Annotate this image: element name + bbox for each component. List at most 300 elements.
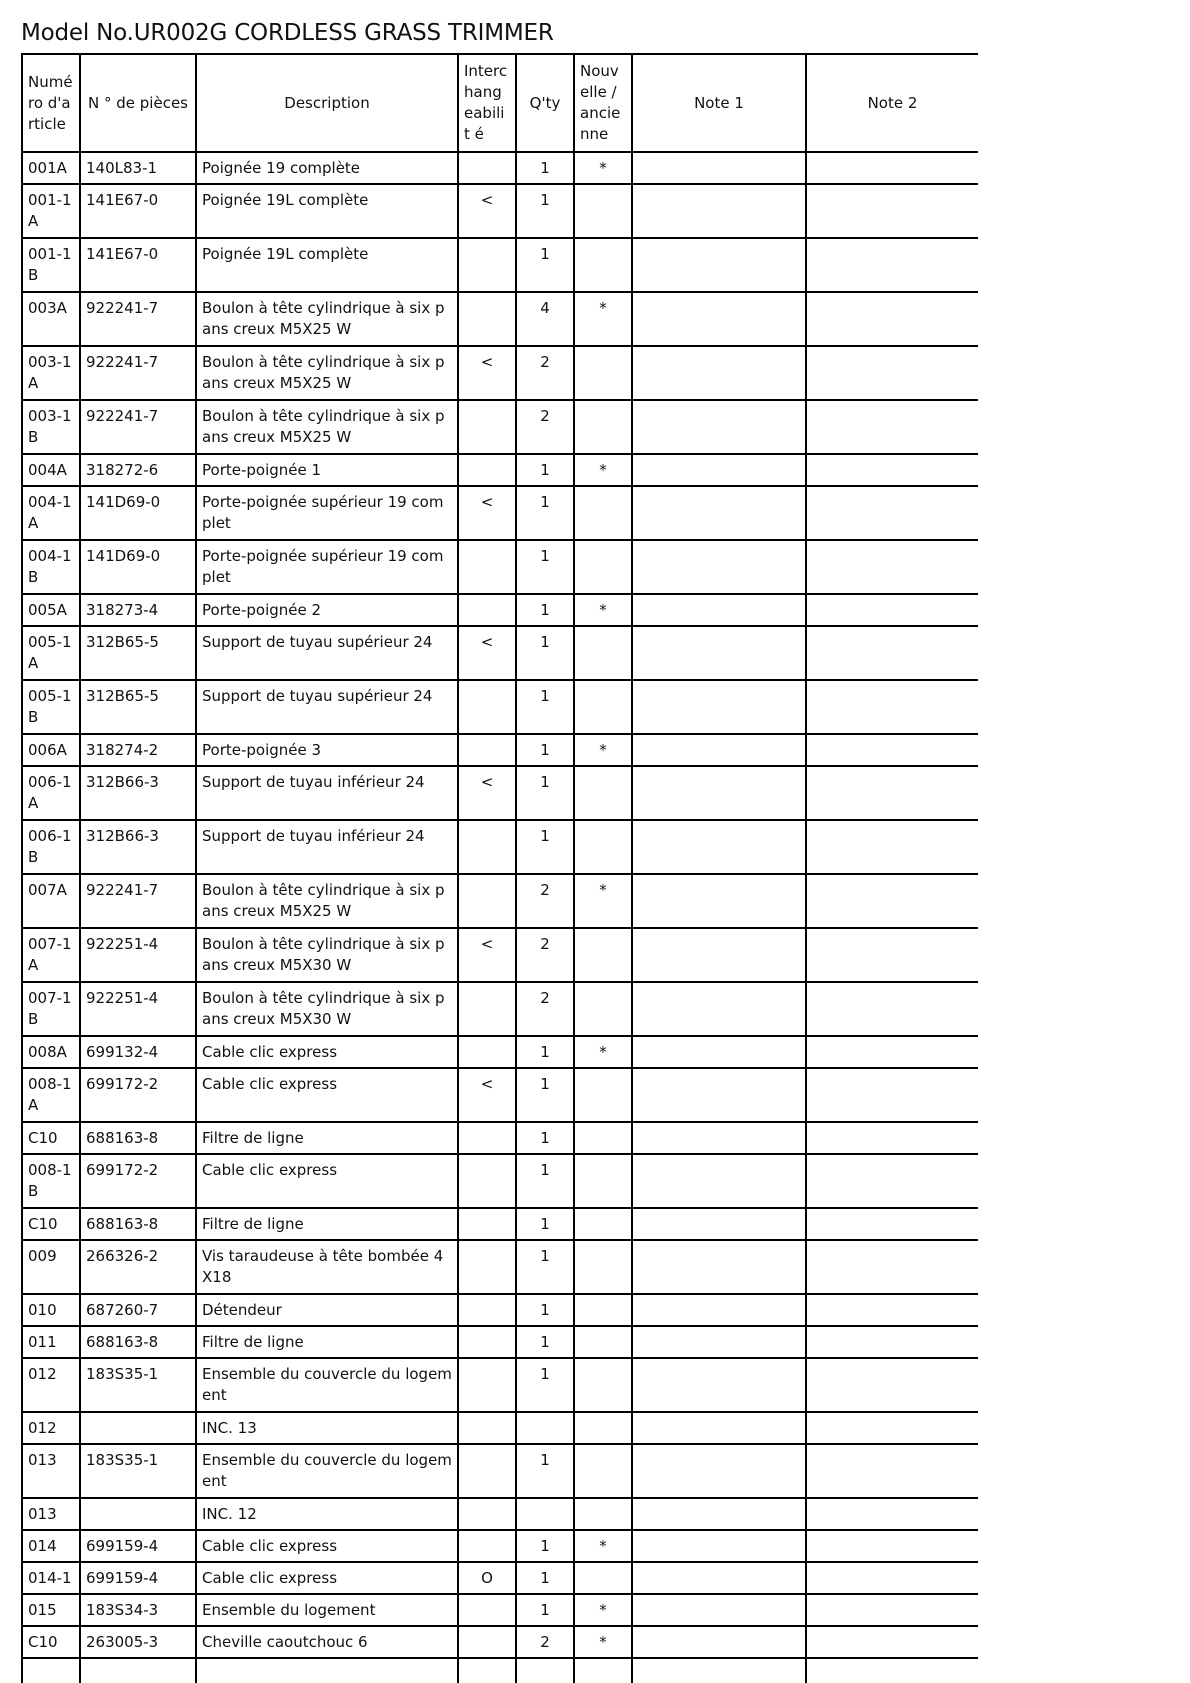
table-row bbox=[22, 238, 978, 292]
cell-note-1 bbox=[632, 594, 806, 626]
cell-interchangeability bbox=[458, 1122, 516, 1154]
cell-quantity: 1 bbox=[516, 152, 574, 184]
cell-note-1 bbox=[632, 1068, 806, 1122]
cell-note-1 bbox=[632, 292, 806, 346]
cell-note-1 bbox=[632, 680, 806, 734]
cell-interchangeability bbox=[458, 1626, 516, 1658]
cell-description: Filtre de ligne bbox=[196, 1326, 458, 1358]
cell-item-number: 004A bbox=[22, 454, 80, 486]
cell-note-2 bbox=[806, 1658, 978, 1683]
cell-interchangeability: < bbox=[458, 626, 516, 680]
cell-description: Boulon à tête cylindrique à six pans creux M5X25 W bbox=[196, 874, 458, 928]
cell-part-number: 266326-2 bbox=[80, 1240, 196, 1294]
cell-note-2 bbox=[806, 1068, 978, 1122]
table-row bbox=[22, 928, 978, 982]
cell-item-number bbox=[22, 1658, 80, 1683]
col-header-new-old: Nouv elle / ancie nne bbox=[574, 54, 632, 152]
table-row bbox=[22, 1208, 978, 1240]
col-header-description: Description bbox=[196, 54, 458, 152]
cell-quantity: 1 bbox=[516, 734, 574, 766]
cell-note-2 bbox=[806, 982, 978, 1036]
table-row bbox=[22, 400, 978, 454]
col-header-note-2: Note 2 bbox=[806, 54, 978, 152]
cell-note-2 bbox=[806, 734, 978, 766]
cell-quantity: 4 bbox=[516, 292, 574, 346]
cell-interchangeability bbox=[458, 400, 516, 454]
cell-description: Vis taraudeuse à tête bombée 4X18 bbox=[196, 1240, 458, 1294]
table-row bbox=[22, 1122, 978, 1154]
cell-quantity: 2 bbox=[516, 874, 574, 928]
cell-description: Boulon à tête cylindrique à six pans creux M5X30 W bbox=[196, 982, 458, 1036]
cell-quantity: 1 bbox=[516, 626, 574, 680]
cell-note-1 bbox=[632, 1626, 806, 1658]
cell-quantity: 1 bbox=[516, 540, 574, 594]
table-row bbox=[22, 1626, 978, 1658]
cell-new-old: * bbox=[574, 152, 632, 184]
cell-note-1 bbox=[632, 1412, 806, 1444]
cell-interchangeability bbox=[458, 1240, 516, 1294]
cell-quantity: 1 bbox=[516, 766, 574, 820]
table-row bbox=[22, 766, 978, 820]
cell-description: Poignée 19L complète bbox=[196, 184, 458, 238]
cell-new-old bbox=[574, 238, 632, 292]
cell-description: Support de tuyau supérieur 24 bbox=[196, 626, 458, 680]
cell-item-number: C10 bbox=[22, 1122, 80, 1154]
table-body bbox=[22, 152, 978, 1683]
cell-part-number: 140L83-1 bbox=[80, 152, 196, 184]
cell-quantity: 2 bbox=[516, 928, 574, 982]
cell-note-2 bbox=[806, 1154, 978, 1208]
cell-description: INC. 12 bbox=[196, 1498, 458, 1530]
cell-note-1 bbox=[632, 1444, 806, 1498]
table-row bbox=[22, 292, 978, 346]
table-row bbox=[22, 1530, 978, 1562]
table-row bbox=[22, 346, 978, 400]
cell-description: Poignée 19L complète bbox=[196, 238, 458, 292]
cell-new-old bbox=[574, 1444, 632, 1498]
cell-item-number: 008A bbox=[22, 1036, 80, 1068]
cell-quantity bbox=[516, 1498, 574, 1530]
col-header-part-number: N ° de pièces bbox=[80, 54, 196, 152]
table-row bbox=[22, 1154, 978, 1208]
cell-note-2 bbox=[806, 1326, 978, 1358]
cell-note-1 bbox=[632, 766, 806, 820]
cell-item-number: 012 bbox=[22, 1412, 80, 1444]
cell-note-1 bbox=[632, 454, 806, 486]
cell-item-number: 008-1B bbox=[22, 1154, 80, 1208]
cell-item-number: 005-1A bbox=[22, 626, 80, 680]
table-row bbox=[22, 454, 978, 486]
table-row bbox=[22, 734, 978, 766]
cell-item-number: C10 bbox=[22, 1626, 80, 1658]
cell-part-number: 688163-8 bbox=[80, 1326, 196, 1358]
cell-new-old bbox=[574, 1562, 632, 1594]
cell-part-number: 922251-4 bbox=[80, 928, 196, 982]
cell-part-number: 312B66-3 bbox=[80, 820, 196, 874]
cell-new-old bbox=[574, 1326, 632, 1358]
cell-description: Support de tuyau inférieur 24 bbox=[196, 820, 458, 874]
cell-new-old bbox=[574, 1294, 632, 1326]
cell-note-2 bbox=[806, 184, 978, 238]
cell-item-number: 003-1B bbox=[22, 400, 80, 454]
cell-interchangeability bbox=[458, 734, 516, 766]
cell-part-number: 312B66-3 bbox=[80, 766, 196, 820]
cell-interchangeability bbox=[458, 1530, 516, 1562]
cell-note-1 bbox=[632, 982, 806, 1036]
cell-interchangeability bbox=[458, 540, 516, 594]
cell-note-1 bbox=[632, 1658, 806, 1683]
cell-note-1 bbox=[632, 626, 806, 680]
cell-interchangeability bbox=[458, 454, 516, 486]
cell-new-old bbox=[574, 1122, 632, 1154]
cell-quantity: 1 bbox=[516, 184, 574, 238]
page-title: Model No.UR002G CORDLESS GRASS TRIMMER bbox=[21, 20, 554, 46]
cell-description: Cable clic express bbox=[196, 1530, 458, 1562]
parts-table-container bbox=[21, 53, 978, 1683]
cell-quantity: 2 bbox=[516, 346, 574, 400]
cell-description: Support de tuyau supérieur 24 bbox=[196, 680, 458, 734]
cell-quantity: 1 bbox=[516, 1326, 574, 1358]
cell-interchangeability bbox=[458, 982, 516, 1036]
table-row bbox=[22, 626, 978, 680]
cell-item-number: 007-1A bbox=[22, 928, 80, 982]
cell-note-1 bbox=[632, 734, 806, 766]
cell-note-2 bbox=[806, 486, 978, 540]
cell-description: Filtre de ligne bbox=[196, 1208, 458, 1240]
cell-note-1 bbox=[632, 400, 806, 454]
cell-note-2 bbox=[806, 1208, 978, 1240]
table-row bbox=[22, 1444, 978, 1498]
cell-note-2 bbox=[806, 346, 978, 400]
cell-part-number: 699172-2 bbox=[80, 1154, 196, 1208]
cell-new-old bbox=[574, 1658, 632, 1683]
cell-note-2 bbox=[806, 928, 978, 982]
cell-note-1 bbox=[632, 486, 806, 540]
cell-part-number bbox=[80, 1412, 196, 1444]
cell-item-number: 004-1B bbox=[22, 540, 80, 594]
table-row bbox=[22, 1562, 978, 1594]
cell-interchangeability bbox=[458, 152, 516, 184]
cell-quantity: 1 bbox=[516, 1068, 574, 1122]
cell-note-1 bbox=[632, 1036, 806, 1068]
col-header-note-1: Note 1 bbox=[632, 54, 806, 152]
cell-item-number: 006-1B bbox=[22, 820, 80, 874]
cell-note-2 bbox=[806, 238, 978, 292]
cell-part-number: 312B65-5 bbox=[80, 680, 196, 734]
table-row bbox=[22, 874, 978, 928]
cell-description: Cable clic express bbox=[196, 1562, 458, 1594]
cell-part-number: 922251-4 bbox=[80, 982, 196, 1036]
table-row bbox=[22, 820, 978, 874]
cell-description: Porte-poignée 3 bbox=[196, 734, 458, 766]
cell-part-number: 141D69-0 bbox=[80, 540, 196, 594]
cell-note-1 bbox=[632, 874, 806, 928]
cell-new-old bbox=[574, 1240, 632, 1294]
cell-new-old: * bbox=[574, 292, 632, 346]
cell-item-number: 005-1B bbox=[22, 680, 80, 734]
cell-note-2 bbox=[806, 1594, 978, 1626]
cell-note-1 bbox=[632, 928, 806, 982]
cell-interchangeability: < bbox=[458, 1068, 516, 1122]
table-row bbox=[22, 1326, 978, 1358]
cell-description: Boulon à tête cylindrique à six pans creux M5X25 W bbox=[196, 400, 458, 454]
cell-description: Cable clic express bbox=[196, 1154, 458, 1208]
cell-part-number bbox=[80, 1498, 196, 1530]
cell-part-number: 687260-7 bbox=[80, 1294, 196, 1326]
cell-quantity: 1 bbox=[516, 1444, 574, 1498]
cell-part-number: 699132-4 bbox=[80, 1036, 196, 1068]
table-row bbox=[22, 1068, 978, 1122]
cell-quantity: 1 bbox=[516, 238, 574, 292]
table-row bbox=[22, 486, 978, 540]
cell-item-number: 014-1 bbox=[22, 1562, 80, 1594]
table-row bbox=[22, 540, 978, 594]
cell-part-number: 688163-8 bbox=[80, 1122, 196, 1154]
cell-quantity: 1 bbox=[516, 820, 574, 874]
cell-part-number: 312B65-5 bbox=[80, 626, 196, 680]
cell-quantity bbox=[516, 1658, 574, 1683]
cell-part-number: 183S35-1 bbox=[80, 1358, 196, 1412]
cell-interchangeability bbox=[458, 238, 516, 292]
cell-description: Boulon à tête cylindrique à six pans creux M5X25 W bbox=[196, 292, 458, 346]
cell-description: Boulon à tête cylindrique à six pans creux M5X30 W bbox=[196, 928, 458, 982]
cell-note-2 bbox=[806, 1562, 978, 1594]
cell-interchangeability: < bbox=[458, 766, 516, 820]
cell-new-old bbox=[574, 1358, 632, 1412]
cell-quantity: 1 bbox=[516, 1294, 574, 1326]
parts-table bbox=[21, 53, 978, 1683]
cell-quantity: 2 bbox=[516, 982, 574, 1036]
cell-item-number: 010 bbox=[22, 1294, 80, 1326]
cell-new-old bbox=[574, 680, 632, 734]
table-row bbox=[22, 1498, 978, 1530]
cell-interchangeability bbox=[458, 680, 516, 734]
cell-note-1 bbox=[632, 152, 806, 184]
cell-note-1 bbox=[632, 540, 806, 594]
cell-item-number: 001-1B bbox=[22, 238, 80, 292]
cell-note-2 bbox=[806, 1358, 978, 1412]
cell-new-old: * bbox=[574, 1530, 632, 1562]
table-row bbox=[22, 1240, 978, 1294]
cell-new-old: * bbox=[574, 1594, 632, 1626]
cell-description: Cable clic express bbox=[196, 1068, 458, 1122]
cell-note-2 bbox=[806, 292, 978, 346]
cell-quantity: 1 bbox=[516, 1594, 574, 1626]
cell-part-number: 699172-2 bbox=[80, 1068, 196, 1122]
cell-note-2 bbox=[806, 1412, 978, 1444]
cell-note-1 bbox=[632, 184, 806, 238]
cell-item-number: 014 bbox=[22, 1530, 80, 1562]
cell-description: Boulon à tête cylindrique à six pans creux M5X25 W bbox=[196, 346, 458, 400]
cell-new-old bbox=[574, 1068, 632, 1122]
cell-note-2 bbox=[806, 1036, 978, 1068]
cell-note-2 bbox=[806, 400, 978, 454]
cell-interchangeability bbox=[458, 1444, 516, 1498]
cell-note-2 bbox=[806, 1444, 978, 1498]
cell-interchangeability bbox=[458, 1412, 516, 1444]
cell-note-2 bbox=[806, 152, 978, 184]
cell-note-2 bbox=[806, 594, 978, 626]
table-header-row bbox=[22, 54, 978, 152]
cell-interchangeability bbox=[458, 1658, 516, 1683]
cell-note-1 bbox=[632, 1294, 806, 1326]
cell-quantity: 1 bbox=[516, 1036, 574, 1068]
cell-new-old bbox=[574, 1208, 632, 1240]
col-header-interchangeability: Interc hang eabilit é bbox=[458, 54, 516, 152]
cell-item-number: 011 bbox=[22, 1326, 80, 1358]
cell-part-number: 922241-7 bbox=[80, 400, 196, 454]
cell-interchangeability bbox=[458, 1036, 516, 1068]
cell-note-2 bbox=[806, 1122, 978, 1154]
col-header-item: Numé ro d'a rticle bbox=[22, 54, 80, 152]
cell-note-2 bbox=[806, 874, 978, 928]
cell-part-number: 318272-6 bbox=[80, 454, 196, 486]
cell-new-old bbox=[574, 540, 632, 594]
table-row bbox=[22, 594, 978, 626]
table-row bbox=[22, 1594, 978, 1626]
cell-description: Porte-poignée supérieur 19 complet bbox=[196, 486, 458, 540]
cell-quantity: 1 bbox=[516, 594, 574, 626]
cell-item-number: 013 bbox=[22, 1498, 80, 1530]
cell-quantity: 1 bbox=[516, 1562, 574, 1594]
cell-new-old: * bbox=[574, 1036, 632, 1068]
cell-item-number: 015 bbox=[22, 1594, 80, 1626]
cell-description: Poignée 19 complète bbox=[196, 152, 458, 184]
cell-new-old bbox=[574, 626, 632, 680]
cell-description bbox=[196, 1658, 458, 1683]
cell-item-number: 001A bbox=[22, 152, 80, 184]
cell-part-number: 922241-7 bbox=[80, 874, 196, 928]
cell-item-number: 001-1A bbox=[22, 184, 80, 238]
cell-description: Porte-poignée 1 bbox=[196, 454, 458, 486]
cell-note-2 bbox=[806, 1626, 978, 1658]
cell-note-2 bbox=[806, 540, 978, 594]
cell-part-number: 922241-7 bbox=[80, 346, 196, 400]
cell-description: Cheville caoutchouc 6 bbox=[196, 1626, 458, 1658]
cell-new-old bbox=[574, 486, 632, 540]
cell-new-old: * bbox=[574, 594, 632, 626]
cell-note-2 bbox=[806, 626, 978, 680]
cell-note-1 bbox=[632, 1594, 806, 1626]
table-row bbox=[22, 1412, 978, 1444]
cell-quantity: 2 bbox=[516, 400, 574, 454]
cell-new-old bbox=[574, 184, 632, 238]
cell-interchangeability bbox=[458, 820, 516, 874]
cell-quantity: 2 bbox=[516, 1626, 574, 1658]
cell-quantity: 1 bbox=[516, 454, 574, 486]
cell-description: Ensemble du couvercle du logement bbox=[196, 1444, 458, 1498]
table-row bbox=[22, 152, 978, 184]
cell-interchangeability bbox=[458, 1208, 516, 1240]
cell-description: INC. 13 bbox=[196, 1412, 458, 1444]
cell-part-number: 688163-8 bbox=[80, 1208, 196, 1240]
cell-quantity: 1 bbox=[516, 486, 574, 540]
table-row bbox=[22, 1658, 978, 1683]
cell-part-number: 699159-4 bbox=[80, 1530, 196, 1562]
cell-new-old bbox=[574, 1154, 632, 1208]
cell-part-number: 183S34-3 bbox=[80, 1594, 196, 1626]
cell-new-old: * bbox=[574, 1626, 632, 1658]
cell-item-number: C10 bbox=[22, 1208, 80, 1240]
cell-interchangeability: < bbox=[458, 486, 516, 540]
cell-interchangeability bbox=[458, 1154, 516, 1208]
cell-note-1 bbox=[632, 1240, 806, 1294]
table-row bbox=[22, 680, 978, 734]
cell-item-number: 003A bbox=[22, 292, 80, 346]
table-row bbox=[22, 1294, 978, 1326]
cell-description: Porte-poignée supérieur 19 complet bbox=[196, 540, 458, 594]
cell-interchangeability: < bbox=[458, 346, 516, 400]
cell-note-1 bbox=[632, 1562, 806, 1594]
cell-quantity bbox=[516, 1412, 574, 1444]
cell-item-number: 004-1A bbox=[22, 486, 80, 540]
cell-new-old bbox=[574, 982, 632, 1036]
cell-item-number: 005A bbox=[22, 594, 80, 626]
cell-quantity: 1 bbox=[516, 1358, 574, 1412]
cell-note-1 bbox=[632, 1498, 806, 1530]
cell-part-number: 141E67-0 bbox=[80, 184, 196, 238]
cell-part-number: 183S35-1 bbox=[80, 1444, 196, 1498]
cell-new-old: * bbox=[574, 454, 632, 486]
cell-interchangeability: < bbox=[458, 184, 516, 238]
cell-description: Ensemble du logement bbox=[196, 1594, 458, 1626]
cell-interchangeability bbox=[458, 594, 516, 626]
cell-note-2 bbox=[806, 1240, 978, 1294]
cell-note-2 bbox=[806, 680, 978, 734]
cell-new-old bbox=[574, 400, 632, 454]
cell-item-number: 006-1A bbox=[22, 766, 80, 820]
cell-item-number: 008-1A bbox=[22, 1068, 80, 1122]
table-row bbox=[22, 1358, 978, 1412]
cell-item-number: 006A bbox=[22, 734, 80, 766]
cell-quantity: 1 bbox=[516, 1122, 574, 1154]
cell-interchangeability bbox=[458, 1294, 516, 1326]
table-row bbox=[22, 184, 978, 238]
cell-new-old bbox=[574, 766, 632, 820]
cell-new-old bbox=[574, 1412, 632, 1444]
cell-quantity: 1 bbox=[516, 1530, 574, 1562]
cell-part-number: 699159-4 bbox=[80, 1562, 196, 1594]
cell-item-number: 009 bbox=[22, 1240, 80, 1294]
cell-part-number: 318274-2 bbox=[80, 734, 196, 766]
cell-interchangeability bbox=[458, 874, 516, 928]
cell-part-number bbox=[80, 1658, 196, 1683]
col-header-quantity: Q'ty bbox=[516, 54, 574, 152]
cell-new-old bbox=[574, 346, 632, 400]
cell-part-number: 263005-3 bbox=[80, 1626, 196, 1658]
cell-note-2 bbox=[806, 1498, 978, 1530]
cell-quantity: 1 bbox=[516, 680, 574, 734]
cell-item-number: 007-1B bbox=[22, 982, 80, 1036]
cell-interchangeability bbox=[458, 1358, 516, 1412]
cell-new-old bbox=[574, 928, 632, 982]
cell-note-2 bbox=[806, 454, 978, 486]
cell-description: Détendeur bbox=[196, 1294, 458, 1326]
cell-part-number: 922241-7 bbox=[80, 292, 196, 346]
cell-interchangeability bbox=[458, 1594, 516, 1626]
cell-note-1 bbox=[632, 1530, 806, 1562]
cell-note-1 bbox=[632, 1154, 806, 1208]
cell-description: Support de tuyau inférieur 24 bbox=[196, 766, 458, 820]
cell-note-1 bbox=[632, 238, 806, 292]
cell-note-1 bbox=[632, 1326, 806, 1358]
cell-part-number: 141D69-0 bbox=[80, 486, 196, 540]
cell-part-number: 318273-4 bbox=[80, 594, 196, 626]
cell-note-2 bbox=[806, 766, 978, 820]
cell-item-number: 013 bbox=[22, 1444, 80, 1498]
cell-new-old: * bbox=[574, 874, 632, 928]
cell-interchangeability: < bbox=[458, 928, 516, 982]
